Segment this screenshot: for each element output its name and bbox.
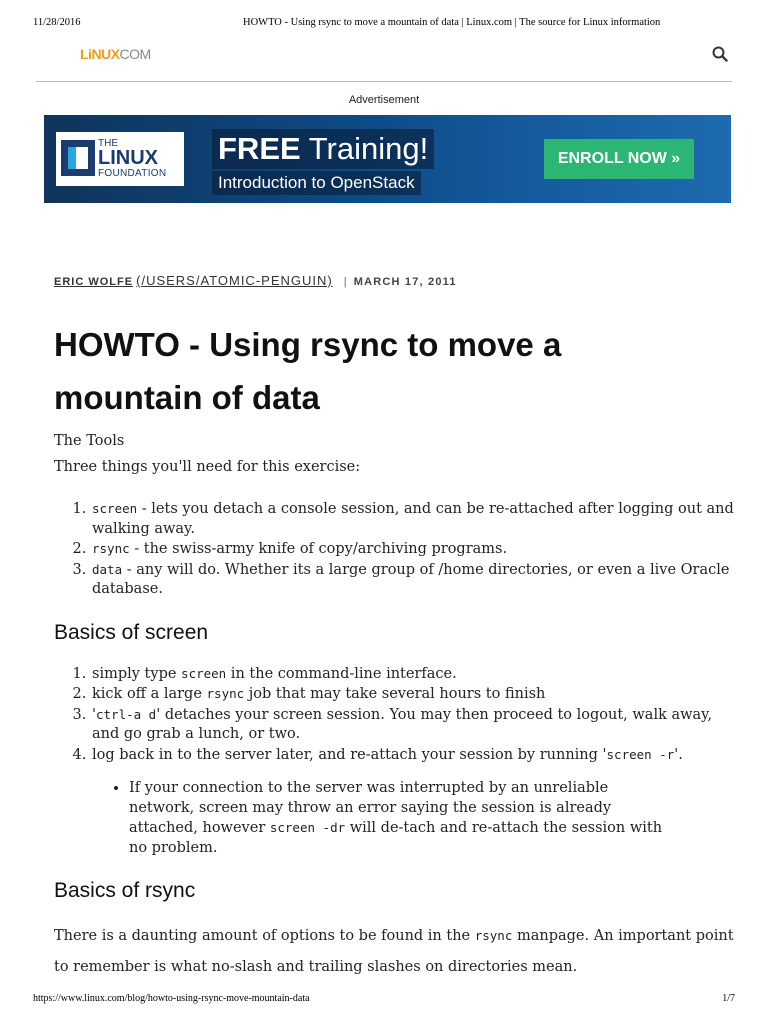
- inline-code: screen: [92, 501, 138, 516]
- author-profile-link[interactable]: (/USERS/ATOMIC-PENGUIN): [136, 273, 333, 288]
- site-logo[interactable]: [80, 46, 151, 62]
- inline-code: screen -dr: [269, 820, 346, 835]
- inline-code: rsync: [92, 541, 130, 556]
- list-item-text: ' detaches your screen session. You may then proceed to logout, walk away, and go grab a lunch, or two.: [92, 706, 713, 742]
- list-item: [91, 664, 734, 685]
- rsync-paragraph: [54, 920, 734, 983]
- ad-banner[interactable]: [44, 115, 731, 203]
- list-item: [91, 560, 734, 600]
- inline-code: rsync: [474, 928, 513, 943]
- list-item-text: - the swiss-army knife of copy/archiving programs.: [129, 541, 508, 557]
- list-item-text: - lets you detach a console session, and can be re-attached after logging out and walking away.: [92, 501, 734, 537]
- inline-code: data: [92, 561, 123, 577]
- ad-subline: Introduction to OpenStack: [212, 171, 421, 195]
- ad-headline: [212, 129, 434, 169]
- list-item: [91, 684, 734, 705]
- print-url: https://www.linux.com/blog/howto-using-rsync-move-mountain-data: [33, 993, 310, 1004]
- list-item-text: ': [92, 706, 96, 723]
- print-date: 11/28/2016: [33, 17, 81, 28]
- list-item: [129, 779, 664, 858]
- ad-headline-rest: Training!: [300, 131, 429, 166]
- byline-separator: |: [343, 276, 347, 288]
- list-item-text: will de-tach and re-attach the session with no problem.: [129, 820, 663, 856]
- logo-linux: LiNUX: [80, 46, 120, 62]
- list-item: [91, 499, 734, 539]
- org-linux: LINUX: [98, 147, 158, 169]
- print-document-title: HOWTO - Using rsync to move a mountain of data | Linux.com | The source for Linux information: [243, 17, 661, 28]
- inline-code: screen -r: [606, 746, 675, 762]
- screen-steps-list: [54, 664, 734, 766]
- list-item: [91, 705, 734, 745]
- list-item-text: log back in to the server later, and re-attach your session by running ': [92, 746, 607, 763]
- list-item-text: If your connection to the server was interrupted by an unreliable network, screen may throw an error saying the session is already attached, however: [129, 780, 612, 836]
- list-item-text: job that may take several hours to finish: [244, 686, 546, 702]
- paragraph-text: There is a daunting amount of options to be found in the: [54, 928, 475, 944]
- print-footer: [33, 993, 735, 1007]
- list-item: [91, 745, 734, 766]
- search-icon[interactable]: [712, 46, 728, 62]
- screen-note-list: [54, 779, 664, 858]
- org-foundation: FOUNDATION: [98, 168, 167, 179]
- linux-foundation-logo: [56, 132, 184, 186]
- enroll-now-button[interactable]: ENROLL NOW »: [544, 139, 694, 179]
- article-body: [54, 432, 734, 983]
- print-header: [33, 17, 735, 31]
- logo-com: COM: [119, 46, 151, 62]
- tools-list: [54, 499, 734, 600]
- list-item-text: kick off a large: [92, 686, 207, 702]
- publish-date: MARCH 17, 2011: [353, 276, 457, 288]
- ad-headline-bold: FREE: [218, 131, 301, 166]
- paragraph-text: manpage. An important point to remember is what no-slash and trailing slashes on directories mean.: [54, 928, 734, 975]
- page-number: 1/7: [722, 993, 735, 1004]
- rsync-heading: Basics of rsync: [54, 879, 196, 902]
- tools-heading: The Tools: [54, 433, 125, 449]
- byline: [54, 273, 457, 288]
- author-link[interactable]: ERIC WOLFE: [54, 276, 134, 288]
- list-item-text: in the command-line interface.: [226, 665, 457, 682]
- org-the: THE: [98, 138, 118, 149]
- list-item: [91, 539, 734, 560]
- tools-intro: Three things you'll need for this exercise:: [54, 458, 361, 475]
- linux-foundation-mark-icon: [61, 140, 95, 176]
- list-item-text: '.: [674, 746, 683, 763]
- site-header: [36, 40, 732, 82]
- inline-code: rsync: [206, 686, 245, 701]
- inline-code: ctrl-a d: [96, 706, 157, 722]
- list-item-text: simply type: [92, 665, 182, 682]
- inline-code: screen: [181, 665, 227, 681]
- screen-heading: Basics of screen: [54, 620, 209, 644]
- article-title: HOWTO - Using rsync to move a mountain of data: [54, 326, 562, 416]
- list-item-text: - any will do. Whether its a large group of /home directories, or even a live Oracle database.: [92, 561, 730, 597]
- advertisement-label: Advertisement: [348, 94, 420, 106]
